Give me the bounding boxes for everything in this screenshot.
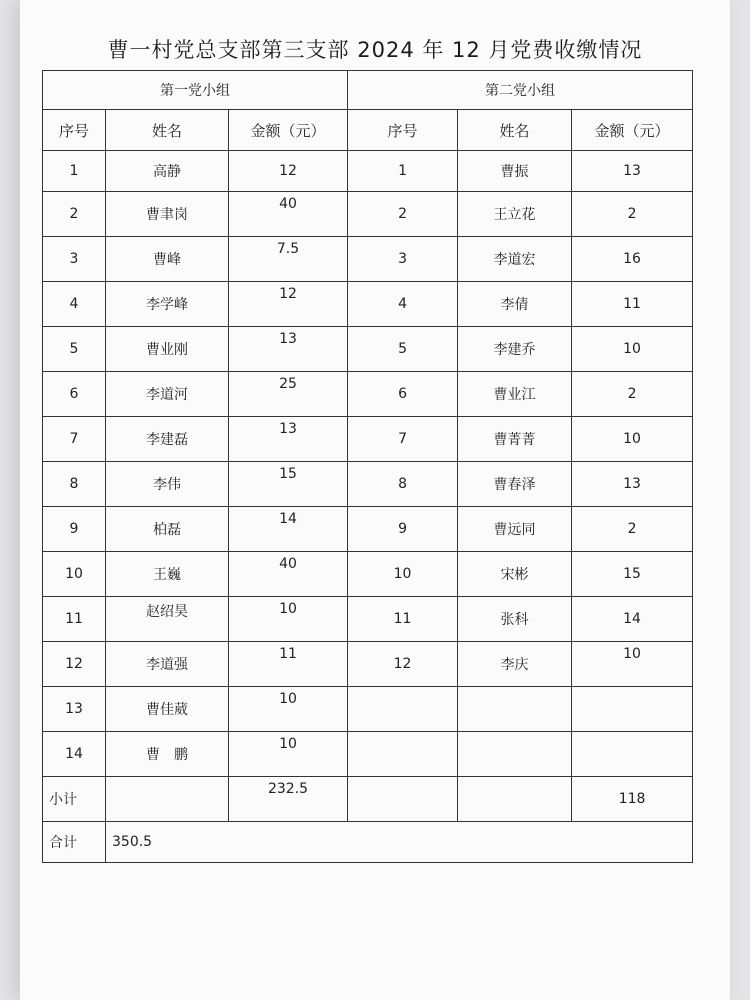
group1-subtotal-name-cell xyxy=(106,777,229,822)
group2-amount-cell: 10 xyxy=(572,642,693,687)
group2-amount-cell xyxy=(572,687,693,732)
group2-name-cell xyxy=(458,732,572,777)
group1-name-cell: 李伟 xyxy=(106,462,229,507)
group1-seq-cell: 14 xyxy=(43,732,106,777)
group2-name-cell: 曹业江 xyxy=(458,372,572,417)
table-row xyxy=(43,192,693,237)
group2-amount-cell: 13 xyxy=(572,462,693,507)
group2-amount-cell: 16 xyxy=(572,237,693,282)
group1-amount-cell: 40 xyxy=(229,192,348,237)
group1-name-cell: 曹 鹏 xyxy=(106,732,229,777)
subtotal-row xyxy=(43,777,693,822)
table-row xyxy=(43,327,693,372)
total-row xyxy=(43,822,693,863)
group1-name-cell: 柏磊 xyxy=(106,507,229,552)
table-row xyxy=(43,732,693,777)
group2-name-cell: 宋彬 xyxy=(458,552,572,597)
group1-seq-cell: 13 xyxy=(43,687,106,732)
group1-amount-cell: 13 xyxy=(229,327,348,372)
group1-name-cell: 赵绍昊 xyxy=(106,597,229,642)
table-row xyxy=(43,552,693,597)
group2-seq-cell xyxy=(348,732,458,777)
group1-name-cell: 李道河 xyxy=(106,372,229,417)
group2-amount-cell: 2 xyxy=(572,192,693,237)
group2-amount-cell: 10 xyxy=(572,417,693,462)
group1-amount-cell: 7.5 xyxy=(229,237,348,282)
group2-subtotal-name-cell xyxy=(458,777,572,822)
total-value: 350.5 xyxy=(106,822,693,863)
table-row xyxy=(43,507,693,552)
group1-seq-cell: 11 xyxy=(43,597,106,642)
group1-amount-cell: 13 xyxy=(229,417,348,462)
group2-name-cell: 曹振 xyxy=(458,151,572,192)
group2-name-cell: 王立花 xyxy=(458,192,572,237)
total-label: 合计 xyxy=(43,822,106,863)
group1-seq-cell: 1 xyxy=(43,151,106,192)
group2-seq-cell: 9 xyxy=(348,507,458,552)
group1-amount-cell: 25 xyxy=(229,372,348,417)
group2-subtotal-value: 118 xyxy=(572,777,693,822)
table-row xyxy=(43,462,693,507)
group2-seq-cell: 12 xyxy=(348,642,458,687)
group1-seq-cell: 7 xyxy=(43,417,106,462)
group1-seq-cell: 3 xyxy=(43,237,106,282)
group1-name-cell: 曹峰 xyxy=(106,237,229,282)
group2-amount-cell: 14 xyxy=(572,597,693,642)
col-name-header: 姓名 xyxy=(106,110,229,151)
group1-name-cell: 王巍 xyxy=(106,552,229,597)
group2-seq-cell: 6 xyxy=(348,372,458,417)
table-row xyxy=(43,642,693,687)
col-amount-header: 金额（元） xyxy=(229,110,348,151)
group2-name-cell xyxy=(458,687,572,732)
group1-amount-cell: 12 xyxy=(229,282,348,327)
group2-name-cell: 李庆 xyxy=(458,642,572,687)
group1-name-cell: 曹佳葳 xyxy=(106,687,229,732)
group1-seq-cell: 4 xyxy=(43,282,106,327)
group2-seq-cell: 4 xyxy=(348,282,458,327)
table-row xyxy=(43,372,693,417)
group1-amount-cell: 12 xyxy=(229,151,348,192)
group1-subtotal-value: 232.5 xyxy=(229,777,348,822)
dues-table xyxy=(42,70,693,863)
group2-name-cell: 李建乔 xyxy=(458,327,572,372)
group2-amount-cell: 11 xyxy=(572,282,693,327)
table-row xyxy=(43,687,693,732)
group1-seq-cell: 5 xyxy=(43,327,106,372)
table-row xyxy=(43,151,693,192)
col-seq-header: 序号 xyxy=(348,110,458,151)
group2-amount-cell: 2 xyxy=(572,372,693,417)
group2-name-cell: 李道宏 xyxy=(458,237,572,282)
col-name-header: 姓名 xyxy=(458,110,572,151)
group2-seq-cell: 2 xyxy=(348,192,458,237)
group2-seq-cell: 11 xyxy=(348,597,458,642)
group1-name-cell: 李学峰 xyxy=(106,282,229,327)
group2-header: 第二党小组 xyxy=(348,71,693,110)
group2-amount-cell: 15 xyxy=(572,552,693,597)
document-title: 曹一村党总支部第三支部 2024 年 12 月党费收缴情况 xyxy=(107,38,643,62)
col-seq-header: 序号 xyxy=(43,110,106,151)
group1-name-cell: 曹聿岗 xyxy=(106,192,229,237)
group1-amount-cell: 14 xyxy=(229,507,348,552)
subtotal-label: 小计 xyxy=(43,777,106,822)
col-amount-header: 金额（元） xyxy=(572,110,693,151)
group2-seq-cell: 7 xyxy=(348,417,458,462)
group1-seq-cell: 2 xyxy=(43,192,106,237)
group2-name-cell: 李倩 xyxy=(458,282,572,327)
group1-seq-cell: 9 xyxy=(43,507,106,552)
group1-amount-cell: 10 xyxy=(229,732,348,777)
group1-name-cell: 高静 xyxy=(106,151,229,192)
group2-seq-cell: 10 xyxy=(348,552,458,597)
group2-amount-cell xyxy=(572,732,693,777)
table-row xyxy=(43,282,693,327)
group2-seq-cell xyxy=(348,687,458,732)
group1-name-cell: 李建磊 xyxy=(106,417,229,462)
table-row xyxy=(43,417,693,462)
group1-header: 第一党小组 xyxy=(43,71,348,110)
group2-name-cell: 曹远同 xyxy=(458,507,572,552)
group1-amount-cell: 40 xyxy=(229,552,348,597)
group1-seq-cell: 12 xyxy=(43,642,106,687)
table-row xyxy=(43,237,693,282)
group2-name-cell: 张科 xyxy=(458,597,572,642)
group2-amount-cell: 10 xyxy=(572,327,693,372)
group1-amount-cell: 11 xyxy=(229,642,348,687)
group2-seq-cell: 3 xyxy=(348,237,458,282)
group1-amount-cell: 10 xyxy=(229,597,348,642)
group2-amount-cell: 2 xyxy=(572,507,693,552)
table-row xyxy=(43,597,693,642)
group1-name-cell: 曹业刚 xyxy=(106,327,229,372)
group1-amount-cell: 15 xyxy=(229,462,348,507)
group2-seq-cell: 8 xyxy=(348,462,458,507)
group1-amount-cell: 10 xyxy=(229,687,348,732)
group1-seq-cell: 6 xyxy=(43,372,106,417)
group2-seq-cell: 5 xyxy=(348,327,458,372)
group2-name-cell: 曹春泽 xyxy=(458,462,572,507)
group1-name-cell: 李道强 xyxy=(106,642,229,687)
group2-seq-cell: 1 xyxy=(348,151,458,192)
group2-name-cell: 曹菁菁 xyxy=(458,417,572,462)
group2-amount-cell: 13 xyxy=(572,151,693,192)
group1-seq-cell: 10 xyxy=(43,552,106,597)
group2-subtotal-seq-cell xyxy=(348,777,458,822)
group1-seq-cell: 8 xyxy=(43,462,106,507)
